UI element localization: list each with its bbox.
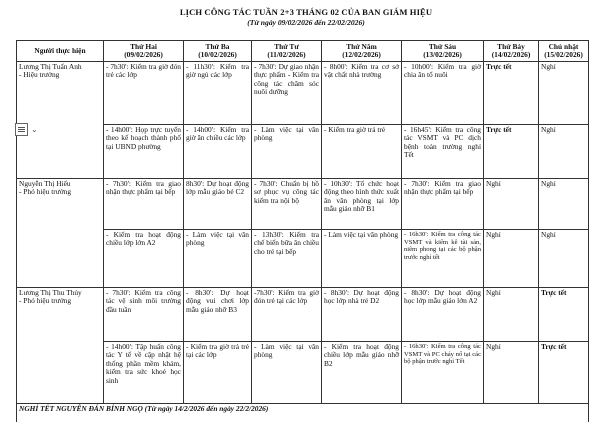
document-title: LỊCH CÔNG TÁC TUẦN 2+3 THÁNG 02 CỦA BAN GIÁM HIỆU	[179, 7, 433, 17]
schedule-cell: - 16h45': Kiểm tra công tác VSMT và PC dịch bệnh toàn trường nghỉ Tết	[402, 125, 484, 179]
header-saturday: Thứ Bảy (14/02/2026)	[484, 41, 539, 62]
schedule-cell: - Kiểm tra giờ trả trẻ tại các lớp	[184, 342, 252, 404]
header-sunday: Chủ nhật (15/02/2026)	[539, 41, 589, 62]
person-cell: Lương Thị Tuấn Anh - Hiệu trưởng	[17, 62, 104, 179]
schedule-cell: - Làm việc tại văn phòng	[322, 230, 402, 288]
schedule-cell: - 7h30': Kiểm tra giao nhận thực phẩm tại bếp	[402, 179, 484, 230]
schedule-cell: - Làm việc tại văn phòng	[184, 230, 252, 288]
schedule-cell: - 7h30': Kiểm tra giờ đón trẻ các lớp	[104, 62, 184, 125]
sunday-status: Trực tết	[539, 342, 589, 404]
schedule-cell: - 14h00': Tập huấn công tác Y tế về cập nhật hệ thống phần mềm khám, kiểm tra sức khoẻ học sinh	[104, 342, 184, 404]
saturday-status: Trực tết	[484, 62, 539, 125]
holiday-row	[17, 404, 589, 422]
person-cell: Nguyễn Thị Hiếu - Phó hiệu trưởng	[17, 179, 104, 288]
saturday-status: Trực tết	[484, 125, 539, 179]
sunday-status: Nghỉ	[539, 125, 589, 179]
table-row	[17, 62, 589, 125]
schedule-cell: - 8h00': Kiểm tra cơ sở vật chất nhà trường	[322, 62, 402, 125]
saturday-status: Nghỉ	[484, 342, 539, 404]
schedule-cell: - 16h30': Kiểm tra công tác VSMT và kiểm kê tài sản, niêm phong tại các bộ phận trước nghỉ tết	[402, 230, 484, 288]
header-performer: Người thực hiện	[17, 41, 104, 62]
header-thursday: Thứ Năm (12/02/2026)	[322, 41, 402, 62]
schedule-cell: 8h30': Dự hoạt động lớp mẫu giáo bé C2	[184, 179, 252, 230]
schedule-cell: - 7h30': Kiểm tra công tác vệ sinh môi trường đầu tuần	[104, 288, 184, 342]
holiday-note: NGHỈ TẾT NGUYÊN ĐÁN BÍNH NGỌ (Từ ngày 14/2/2026 đến ngày 22/2/2026)	[17, 404, 589, 422]
schedule-cell: - 8h30': Dự hoạt động học lớp mẫu giáo lớn A2	[402, 288, 484, 342]
document-subtitle: (Từ ngày 09/02/2026 đến 22/02/2026)	[247, 18, 365, 27]
saturday-status: Nghỉ	[484, 179, 539, 230]
table-row	[17, 288, 589, 342]
header-tuesday: Thứ Ba (10/02/2026)	[184, 41, 252, 62]
schedule-table	[16, 40, 589, 422]
schedule-cell: - 13h30': Kiểm tra chế biến bữa ăn chiều cho trẻ tại bếp	[252, 230, 322, 288]
table-row	[17, 179, 589, 230]
saturday-status: Nghỉ	[484, 230, 539, 288]
list-icon[interactable]	[15, 123, 28, 136]
schedule-cell: -7h30': Kiểm tra giờ đón trẻ tại các lớp	[252, 288, 322, 342]
chevron-down-icon[interactable]: ⌄	[31, 124, 38, 134]
schedule-cell: - 8h30': Dự hoạt động học lớp nhà trẻ D2	[322, 288, 402, 342]
schedule-cell: - 10h00': Kiểm tra giờ chia ăn tổ nuôi	[402, 62, 484, 125]
header-monday: Thứ Hai (09/02/2026)	[104, 41, 184, 62]
header-wednesday: Thứ Tư (11/02/2026)	[252, 41, 322, 62]
sunday-status: Trực tết	[539, 288, 589, 342]
header-friday: Thứ Sáu (13/02/2026)	[402, 41, 484, 62]
schedule-cell: - 14h00': Kiểm tra giờ ăn chiều các lớp	[184, 125, 252, 179]
sunday-status: Nghỉ	[539, 62, 589, 125]
schedule-cell: - Kiểm tra hoạt động chiều lớp lớn A2	[104, 230, 184, 288]
schedule-cell: - Kiểm tra giờ trả trẻ	[322, 125, 402, 179]
schedule-cell: - 14h00': Họp trực tuyến theo kế hoạch thành phố tại UBND phường	[104, 125, 184, 179]
row-handle-tool[interactable]	[15, 122, 41, 136]
schedule-cell: - 7h30': Kiểm tra giao nhận thực phẩm tại bếp	[104, 179, 184, 230]
schedule-cell: - 7h30': Chuẩn bị hồ sơ phục vụ công tác kiểm tra nội bộ	[252, 179, 322, 230]
header-row	[17, 41, 589, 62]
schedule-cell: - 10h30': Tổ chức hoạt động theo hình thức xuất ăn văn phòng tại lớp mẫu giáo nhỡ B1	[322, 179, 402, 230]
sunday-status: Nghỉ	[539, 179, 589, 230]
schedule-cell: - Làm việc tại văn phòng	[252, 125, 322, 179]
schedule-cell: - 16h30': Kiểm tra công tác VSMT và PC cháy nổ tại các bộ phận trước nghỉ Tết	[402, 342, 484, 404]
schedule-cell: - 7h30': Dự giao nhận thực phẩm - Kiểm tra công tác chăm sóc nuôi dưỡng	[252, 62, 322, 125]
person-cell: Lương Thị Thu Thủy - Phó hiệu trưởng	[17, 288, 104, 404]
schedule-cell: - 8h30': Dự hoạt động vui chơi lớp mẫu giáo nhỡ B3	[184, 288, 252, 342]
schedule-cell: - Kiểm tra hoạt động chiều lớp mẫu giáo nhỡ B2	[322, 342, 402, 404]
schedule-cell: - 11h30': Kiểm tra giờ ngủ các lớp	[184, 62, 252, 125]
saturday-status: Nghỉ	[484, 288, 539, 342]
sunday-status: Nghỉ	[539, 230, 589, 288]
schedule-cell: - Làm việc tại văn phòng	[252, 342, 322, 404]
